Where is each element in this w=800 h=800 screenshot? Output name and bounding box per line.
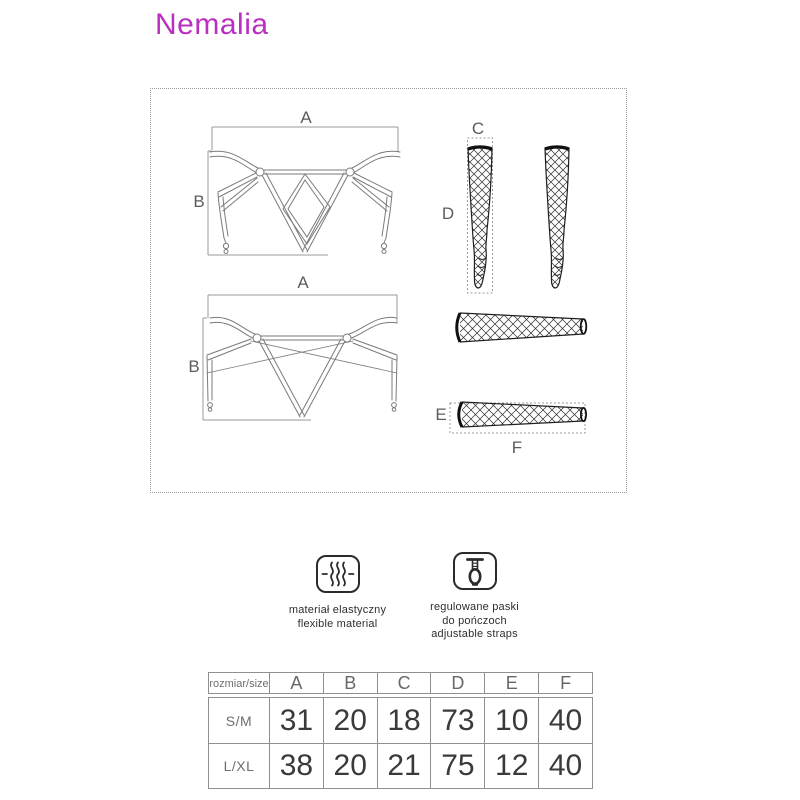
feature-elastic-material <box>265 554 410 631</box>
stocking-top-band-drawing-1 <box>450 306 590 346</box>
feature-adjustable-straps <box>402 551 547 642</box>
stocking-top-band-drawing-2 <box>444 392 592 440</box>
table-cell: 31 <box>269 698 323 743</box>
caption-line: adjustable straps <box>431 628 518 640</box>
stocking-top-width-dim-label: C <box>471 119 485 138</box>
front-width-dim-label: A <box>300 108 312 127</box>
size-table-body <box>208 697 593 789</box>
size-table <box>208 672 593 789</box>
band-height-dim-label: E <box>435 405 447 424</box>
feature-caption <box>265 604 410 631</box>
caption-line: regulowane paski <box>430 601 519 613</box>
table-cell: 38 <box>269 743 323 788</box>
garter-belt-back-drawing <box>193 276 423 426</box>
back-height-dim-label: B <box>188 357 200 376</box>
row-size-label: L/XL <box>209 743 269 788</box>
header-col-F: F <box>538 673 592 694</box>
row-size-label: S/M <box>225 712 253 729</box>
header-col-C: C <box>377 673 431 694</box>
table-cell: 73 <box>430 698 484 743</box>
header-col-E: E <box>484 673 538 694</box>
table-cell: 10 <box>484 698 538 743</box>
elastic-material-icon <box>315 554 361 594</box>
stockings-drawing <box>450 118 585 298</box>
caption-line: do pończoch <box>442 614 507 627</box>
front-height-dim-label: B <box>193 192 205 211</box>
stocking-length-dim-label: D <box>441 204 455 223</box>
table-cell: 21 <box>377 743 431 788</box>
band-length-dim-label: F <box>511 438 523 457</box>
adjustable-straps-icon <box>452 551 498 591</box>
table-cell: 12 <box>484 743 538 788</box>
caption-line: flexible material <box>297 617 378 630</box>
size-table-header-row <box>208 672 593 694</box>
header-col-D: D <box>430 673 484 694</box>
table-cell: 20 <box>323 698 377 743</box>
table-cell: 40 <box>538 698 592 743</box>
table-cell: 75 <box>430 743 484 788</box>
table-cell: 20 <box>323 743 377 788</box>
header-size-col: rozmiar/size <box>209 677 269 690</box>
caption-line: materiał elastyczny <box>288 604 387 616</box>
table-cell: 18 <box>377 698 431 743</box>
back-width-dim-label: A <box>297 273 309 292</box>
feature-caption <box>402 601 547 642</box>
header-col-A: A <box>269 673 323 694</box>
page-title: Nemalia <box>155 8 269 41</box>
table-cell: 40 <box>538 743 592 788</box>
header-col-B: B <box>323 673 377 694</box>
